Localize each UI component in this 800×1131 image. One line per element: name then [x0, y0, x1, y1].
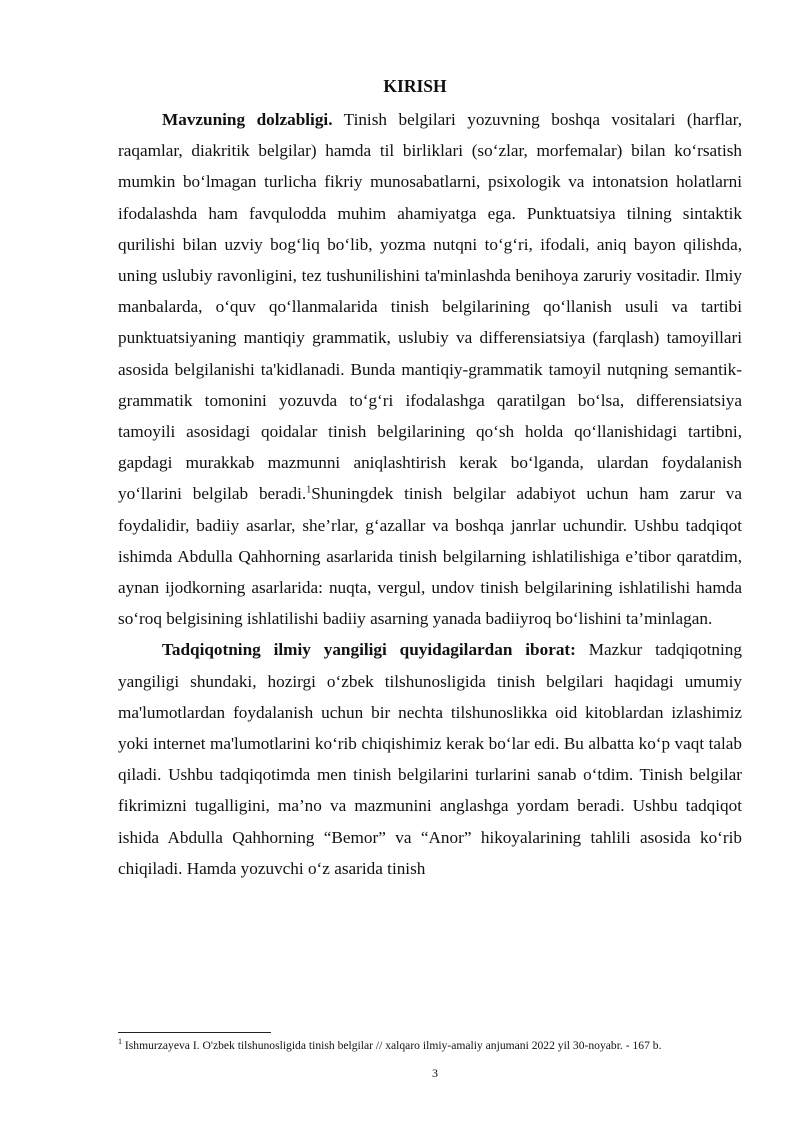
body-text: [118, 104, 742, 884]
paragraph-lead: Tadqiqotning ilmiy yangiligi quyidagilardan iborat:: [162, 640, 576, 660]
paragraph-text: Mazkur tadqiqotning yangiligi shundaki, hozirgi o‘zbek tilshunosligida tinish belgilari haqidagi umumiy ma'lumotlardan foydalanish uchun bir nechta tilshunoslikka oid kitoblardan izlashimiz yoki internet ma'lumotlarini ko‘rib chiqishimiz kerak bo‘lar edi. Bu albatta ko‘p vaqt talab qiladi. Ushbu tadqiqotimda men tinish belgilarini turlarini sanab o‘tdim. Tinish belgilar fikrimizni tugalligini, ma’no va mazmunini anglashga yordam beradi. Ushbu tadqiqot ishida Abdulla Qahhorning “Bemor” va “Anor” hikoyalarining tahlili asosida ko‘rib chiqiladi. Hamda yozuvchi o‘z asarida tinish: [118, 640, 742, 878]
footnote-reference[interactable]: 1: [306, 484, 312, 496]
paragraph-text: Shuningdek tinish belgilar adabiyot uchun ham zarur va foydalidir, badiiy asarlar, she’rlar, g‘azallar va boshqa janrlar uchundir. Ushbu tadqiqot ishimda Abdulla Qahhorning asarlarida tinish belgilarning ishlatilishiga e’tibor qaratdim, aynan ijodkorning asarlarida: nuqta, vergul, undov tinish belgilarining ishlatilishi hamda so‘roq belgisining ishlatilishi badiiy asarning yanada badiiyroq bo‘lishini ta’minlagan.: [118, 484, 742, 629]
paragraph-relevance: [118, 104, 742, 634]
footnote-separator: [118, 1032, 271, 1033]
paragraph-lead: Mavzuning dolzabligi.: [162, 110, 333, 129]
page-title: KIRISH: [383, 76, 447, 96]
footnote-mark: 1: [118, 1037, 122, 1047]
paragraph-novelty: [118, 634, 742, 884]
paragraph-text: Tinish belgilari yozuvning boshqa vositalari (harflar, raqamlar, diakritik belgilar) hamda til birliklari (so‘zlar, morfemalar) bilan ko‘rsatish mumkin bo‘lmagan turlicha fikriy munosabatlarni, psixologik va intonatsion holatlarni ifodalashda ham favqulodda muhim ahamiyatga ega. Punktuatsiya tilning sintaktik qurilishi bilan uzviy bog‘liq bo‘lib, yozma nutqni to‘g‘ri, ifodali, aniq bayon qilishda, uning uslubiy ravonligini, tez tushunilishini ta'minlashda benihoya zaruriy vositadir. Ilmiy manbalarda, o‘quv qo‘llanmalarida tinish belgilarining qo‘llanish usuli va tartibi punktuatsiyaning mantiqiy grammatik, uslubiy va differensiatsiya (farqlash) tamoyillari asosida belgilanishi ta'kidlanadi. Bunda mantiqiy-grammatik tamoyil nutqning semantik-grammatik tomonini yozuvda to‘g‘ri ifodalashga qaratilgan bo‘lsa, differensiatsiya tamoyili asosidagi qoidalar tinish belgilarining qo‘sh holda qo‘llanishidagi tartibni, gapdagi murakkab mazmunni aniqlashtirish kerak bo‘lganda, ulardan foydalanish yo‘llarini belgilab beradi.: [118, 110, 742, 504]
footnote: [118, 1039, 758, 1053]
page-number: 3: [432, 1066, 438, 1080]
footnote-text: Ishmurzayeva I. O'zbek tilshunosligida tinish belgilar // xalqaro ilmiy-amaliy anjumani 2022 yil 30-noyabr. - 167 b.: [122, 1039, 662, 1052]
